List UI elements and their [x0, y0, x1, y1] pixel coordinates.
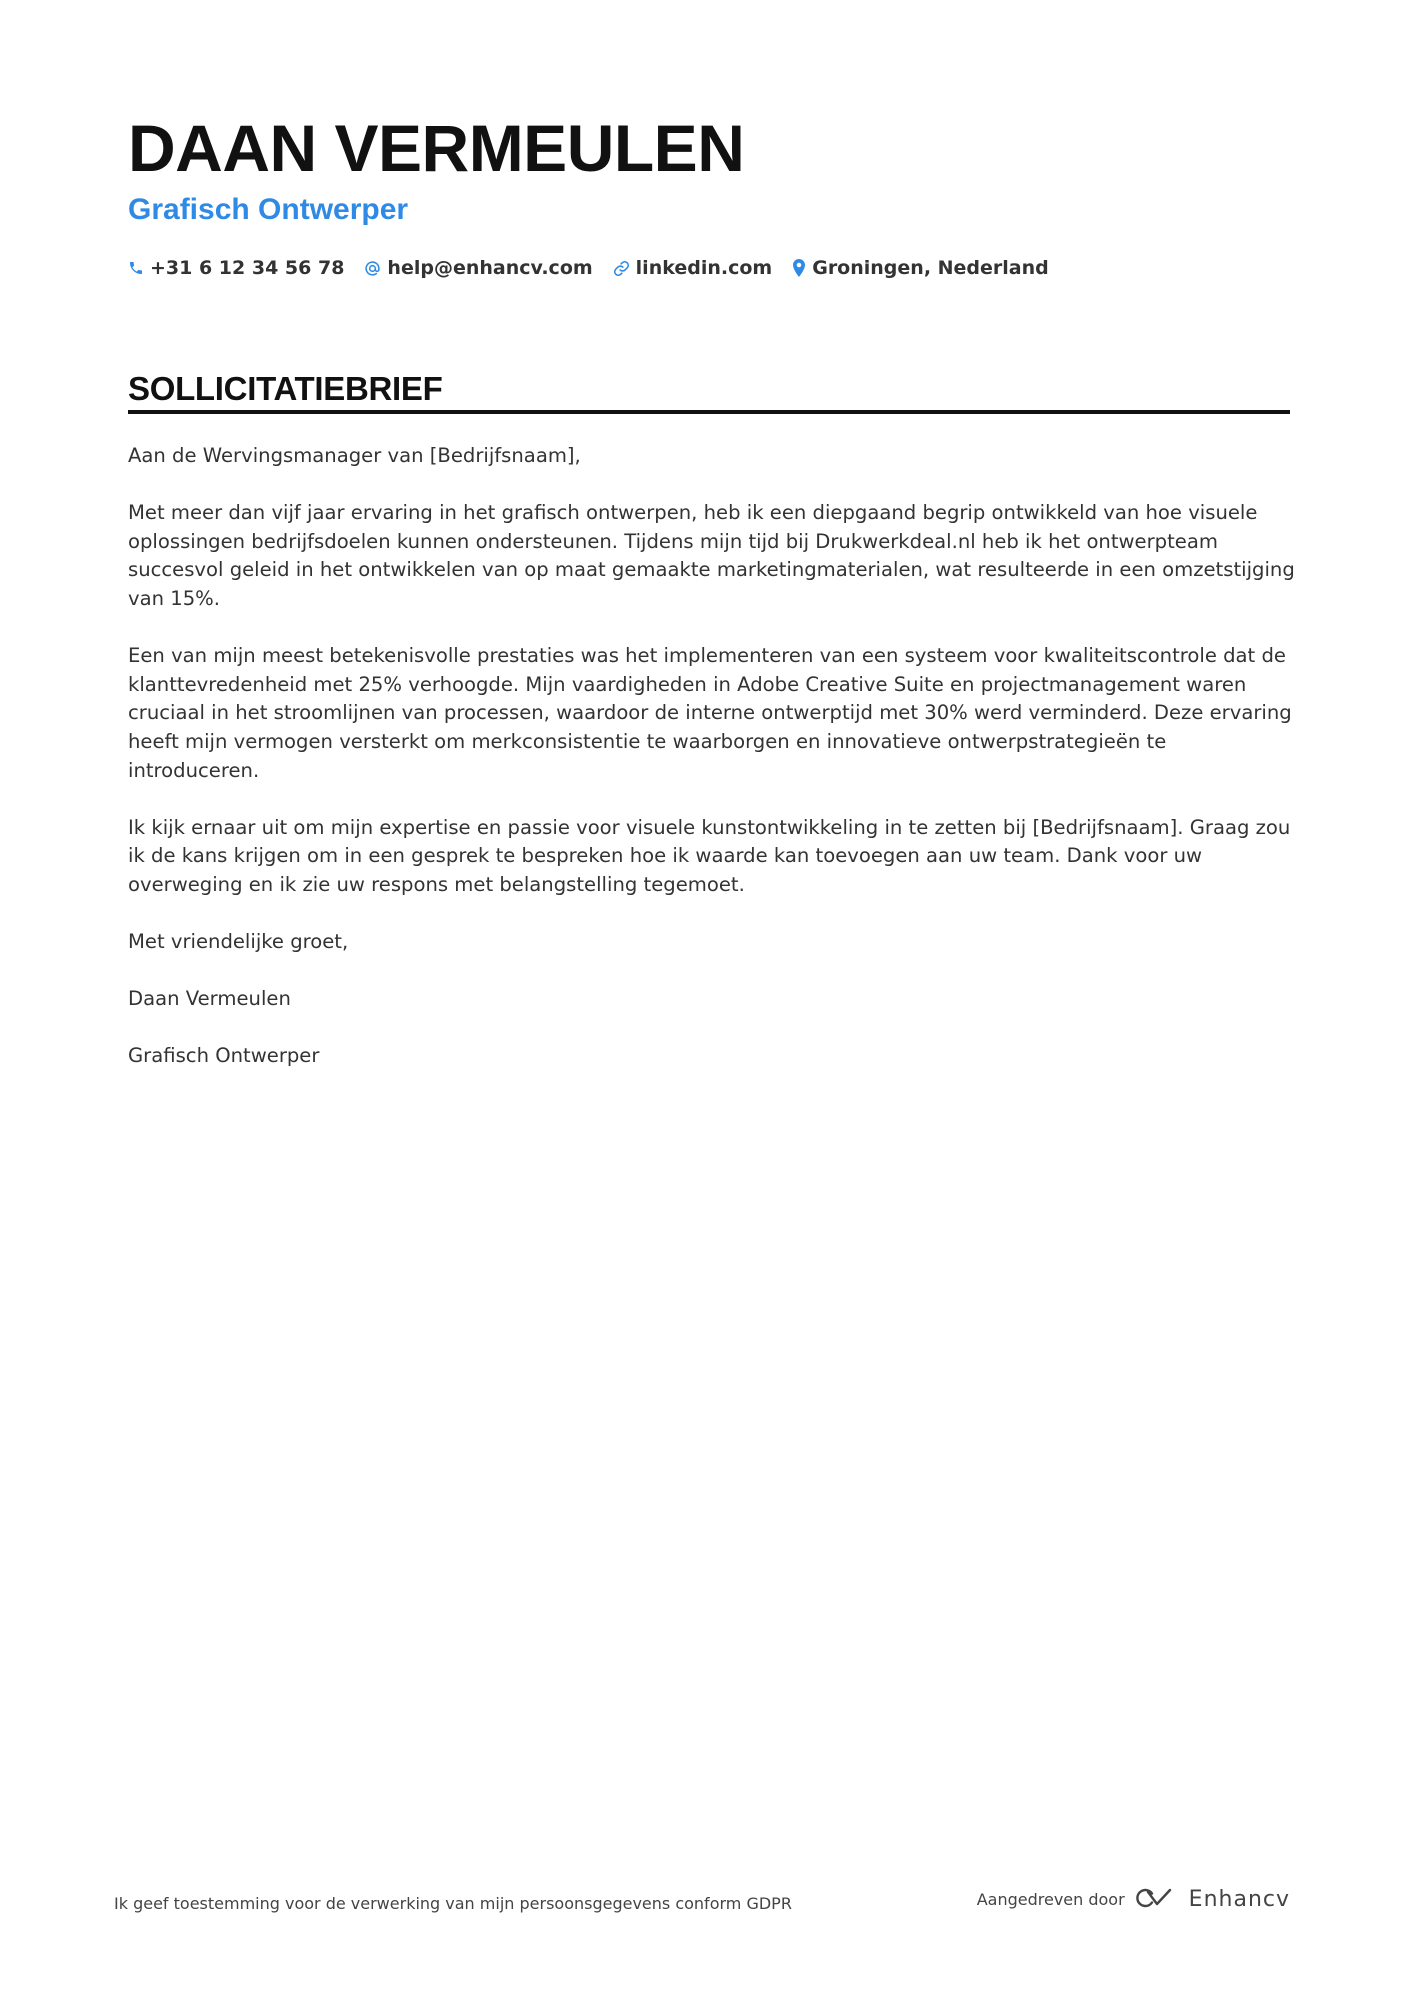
at-icon [364, 260, 381, 277]
gdpr-consent: Ik geef toestemming voor de verwerking van mijn persoonsgegevens conform GDPR [114, 1894, 792, 1913]
link-icon [613, 260, 630, 277]
letter-paragraph: Een van mijn meest betekenisvolle prestaties was het implementeren van een systeem voor kwaliteitscontrole dat de klanttevredenheid met 25% verhoogde. Mijn vaardigheden in Adobe Creative Suite en projectmanagement waren cruciaal in het stroomlijnen van processen, waardoor de interne ontwerptijd met 30% werd verminderd. Deze ervaring heeft mijn vermogen versterkt om merkconsistentie te waarborgen en innovatieve ontwerpstrategieën te introduceren. [128, 644, 1292, 782]
phone-icon [128, 260, 144, 276]
contact-bar [128, 253, 1049, 283]
email-link[interactable]: help@enhancv.com [387, 257, 593, 279]
contact-email [364, 253, 592, 283]
letter-closing: Met vriendelijke groet, [128, 930, 349, 954]
location-pin-icon [792, 259, 806, 277]
linkedin-link[interactable]: linkedin.com [635, 257, 773, 279]
contact-location [792, 253, 1049, 283]
letter-paragraph: Met meer dan vijf jaar ervaring in het grafisch ontwerpen, heb ik een diepgaand begrip ontwikkeld van hoe visuele oplossingen bedrijfsdoelen kunnen ondersteunen. Tijdens mijn tijd bij Drukwerkdeal.nl heb ik het ontwerpteam succesvol geleid in het ontwikkelen van op maat gemaakte marketingmaterialen, wat resulteerde in een omzetstijging van 15%. [128, 501, 1295, 610]
contact-linkedin [613, 253, 773, 283]
powered-by [977, 1886, 1290, 1914]
powered-by-label: Aangedreven door [976, 1890, 1125, 1909]
letter-paragraph: Ik kijk ernaar uit om mijn expertise en passie voor visuele kunstontwikkeling in te zetten bij [Bedrijfsnaam]. Graag zou ik de kans krijgen om in een gesprek te bespreken hoe ik waarde kan toevoegen aan uw team. Dank voor uw overweging en ik zie uw respons met belangstelling tegemoet. [128, 815, 1291, 896]
letter-body [128, 442, 1298, 1100]
letter-greeting: Aan de Wervingsmanager van [Bedrijfsnaam], [128, 444, 581, 467]
signature-name: Daan Vermeulen [128, 987, 291, 1011]
enhancv-logo-icon [1135, 1886, 1181, 1914]
section-heading: SOLLICITATIEBRIEF [128, 370, 443, 407]
location-text: Groningen, Nederland [812, 257, 1049, 279]
applicant-name: DAAN VERMEULEN [128, 111, 745, 185]
contact-phone [128, 253, 344, 283]
signature-title: Grafisch Ontwerper [128, 1044, 320, 1068]
applicant-title: Grafisch Ontwerper [128, 193, 409, 226]
phone-number: +31 6 12 34 56 78 [150, 257, 345, 279]
section-divider [128, 410, 1290, 414]
brand-logo[interactable] [1135, 1886, 1290, 1914]
brand-name: Enhancv [1188, 1887, 1290, 1912]
